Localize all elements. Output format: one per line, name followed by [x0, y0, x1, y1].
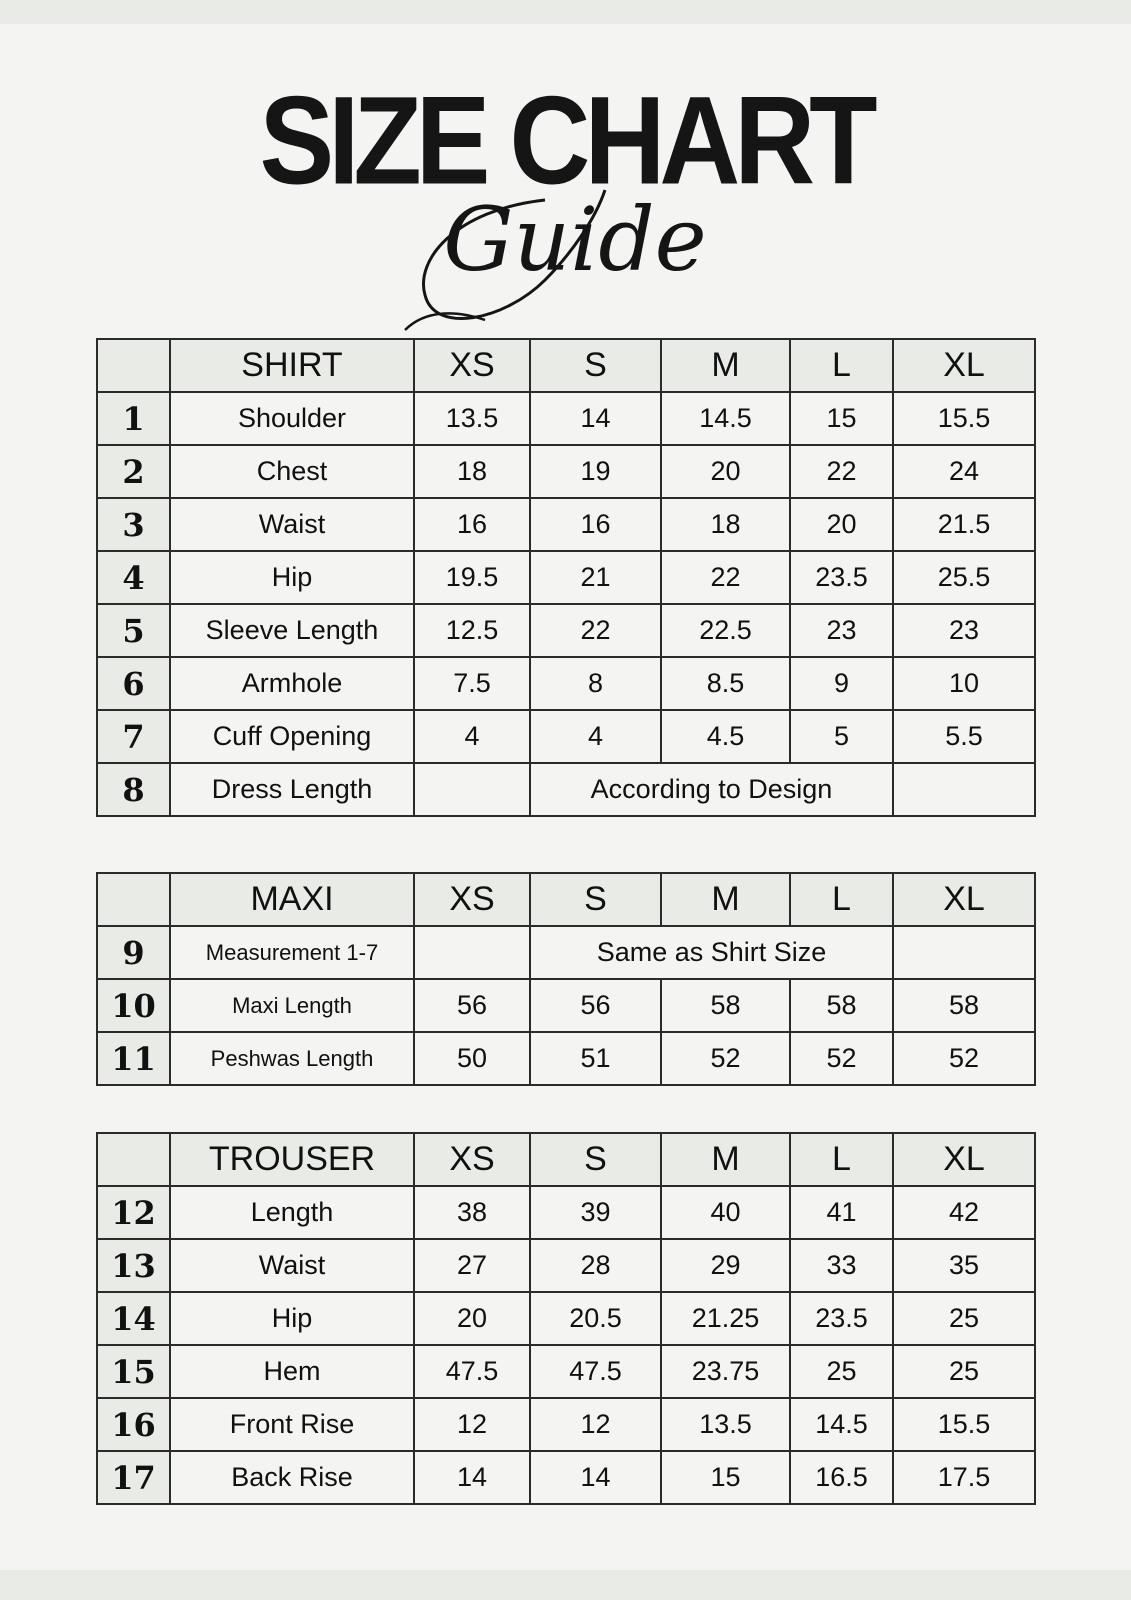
value-cell: 16: [530, 498, 661, 551]
row-number: 5: [97, 604, 170, 657]
table-row: [97, 392, 1035, 445]
value-cell: 25: [893, 1292, 1035, 1345]
value-cell: 23: [893, 604, 1035, 657]
value-cell: 12: [414, 1398, 530, 1451]
value-cell: 4.5: [661, 710, 790, 763]
value-cell: 24: [893, 445, 1035, 498]
measurement-label: Back Rise: [170, 1451, 414, 1504]
value-cell: 28: [530, 1239, 661, 1292]
value-cell: [893, 926, 1035, 979]
value-cell: 58: [893, 979, 1035, 1032]
value-cell: 14.5: [790, 1398, 893, 1451]
value-cell: 52: [790, 1032, 893, 1085]
merged-value-cell: Same as Shirt Size: [530, 926, 893, 979]
value-cell: 52: [661, 1032, 790, 1085]
size-header: XS: [414, 1133, 530, 1186]
value-cell: 22.5: [661, 604, 790, 657]
value-cell: 15: [661, 1451, 790, 1504]
size-header: L: [790, 339, 893, 392]
value-cell: 19: [530, 445, 661, 498]
value-cell: 13.5: [414, 392, 530, 445]
row-number: 8: [97, 763, 170, 816]
table-row: [97, 657, 1035, 710]
value-cell: 56: [414, 979, 530, 1032]
value-cell: 8.5: [661, 657, 790, 710]
value-cell: 52: [893, 1032, 1035, 1085]
value-cell: 4: [414, 710, 530, 763]
value-cell: 7.5: [414, 657, 530, 710]
value-cell: 16: [414, 498, 530, 551]
measurement-label: Armhole: [170, 657, 414, 710]
page-subtitle-script: Guide: [443, 188, 707, 291]
table-row: [97, 979, 1035, 1032]
value-cell: 35: [893, 1239, 1035, 1292]
measurement-label: Peshwas Length: [170, 1032, 414, 1085]
row-number: 12: [97, 1186, 170, 1239]
measurement-label: Shoulder: [170, 392, 414, 445]
row-number: 6: [97, 657, 170, 710]
measurement-label: Waist: [170, 1239, 414, 1292]
measurement-label: Dress Length: [170, 763, 414, 816]
row-number: 15: [97, 1345, 170, 1398]
size-header: XL: [893, 1133, 1035, 1186]
value-cell: 51: [530, 1032, 661, 1085]
value-cell: 12: [530, 1398, 661, 1451]
value-cell: 23.5: [790, 1292, 893, 1345]
table-header-row: [97, 873, 1035, 926]
value-cell: 13.5: [661, 1398, 790, 1451]
value-cell: 25: [893, 1345, 1035, 1398]
value-cell: 20.5: [530, 1292, 661, 1345]
table-row: [97, 1032, 1035, 1085]
size-header: S: [530, 339, 661, 392]
value-cell: 25: [790, 1345, 893, 1398]
section-heading: SHIRT: [170, 339, 414, 392]
row-number: 1: [97, 392, 170, 445]
section-heading: TROUSER: [170, 1133, 414, 1186]
row-number: 2: [97, 445, 170, 498]
value-cell: 56: [530, 979, 661, 1032]
value-cell: 23.75: [661, 1345, 790, 1398]
size-header: S: [530, 873, 661, 926]
size-header: S: [530, 1133, 661, 1186]
value-cell: 15.5: [893, 1398, 1035, 1451]
corner-cell: [97, 873, 170, 926]
value-cell: 25.5: [893, 551, 1035, 604]
value-cell: 16.5: [790, 1451, 893, 1504]
table-row: [97, 763, 1035, 816]
value-cell: 18: [414, 445, 530, 498]
value-cell: 39: [530, 1186, 661, 1239]
value-cell: 5: [790, 710, 893, 763]
table-row: [97, 1239, 1035, 1292]
size-header: L: [790, 873, 893, 926]
table-row: [97, 1345, 1035, 1398]
table-row: [97, 551, 1035, 604]
size-header: M: [661, 339, 790, 392]
measurement-label: Hip: [170, 551, 414, 604]
value-cell: 14: [414, 1451, 530, 1504]
value-cell: 40: [661, 1186, 790, 1239]
row-number: 7: [97, 710, 170, 763]
table-row: [97, 926, 1035, 979]
row-number: 11: [97, 1032, 170, 1085]
value-cell: 27: [414, 1239, 530, 1292]
value-cell: 21: [530, 551, 661, 604]
value-cell: 22: [790, 445, 893, 498]
value-cell: 22: [530, 604, 661, 657]
size-header: XL: [893, 873, 1035, 926]
section-heading: MAXI: [170, 873, 414, 926]
maxi-size-table: [96, 872, 1036, 1086]
value-cell: 15.5: [893, 392, 1035, 445]
value-cell: 58: [661, 979, 790, 1032]
table-row: [97, 445, 1035, 498]
value-cell: 14: [530, 1451, 661, 1504]
value-cell: 21.5: [893, 498, 1035, 551]
table-header-row: [97, 1133, 1035, 1186]
value-cell: 14.5: [661, 392, 790, 445]
row-number: 4: [97, 551, 170, 604]
measurement-label: Chest: [170, 445, 414, 498]
table-row: [97, 1292, 1035, 1345]
measurement-label: Hem: [170, 1345, 414, 1398]
table-row: [97, 1398, 1035, 1451]
value-cell: 50: [414, 1032, 530, 1085]
value-cell: 47.5: [414, 1345, 530, 1398]
row-number: 10: [97, 979, 170, 1032]
value-cell: 20: [414, 1292, 530, 1345]
table-row: [97, 604, 1035, 657]
value-cell: 23: [790, 604, 893, 657]
merged-value-cell: According to Design: [530, 763, 893, 816]
trouser-size-table: [96, 1132, 1036, 1505]
value-cell: 41: [790, 1186, 893, 1239]
value-cell: 15: [790, 392, 893, 445]
table-row: [97, 498, 1035, 551]
row-number: 16: [97, 1398, 170, 1451]
value-cell: 14: [530, 392, 661, 445]
value-cell: [893, 763, 1035, 816]
page-title: SIZE CHART: [259, 70, 872, 211]
value-cell: 17.5: [893, 1451, 1035, 1504]
measurement-label: Waist: [170, 498, 414, 551]
corner-cell: [97, 1133, 170, 1186]
value-cell: 18: [661, 498, 790, 551]
size-header: M: [661, 873, 790, 926]
row-number: 3: [97, 498, 170, 551]
value-cell: 9: [790, 657, 893, 710]
measurement-label: Cuff Opening: [170, 710, 414, 763]
size-header: M: [661, 1133, 790, 1186]
value-cell: 58: [790, 979, 893, 1032]
measurement-label: Measurement 1-7: [170, 926, 414, 979]
title-block: [0, 50, 1131, 310]
row-number: 17: [97, 1451, 170, 1504]
value-cell: 38: [414, 1186, 530, 1239]
measurement-label: Front Rise: [170, 1398, 414, 1451]
value-cell: 47.5: [530, 1345, 661, 1398]
value-cell: 20: [661, 445, 790, 498]
value-cell: 42: [893, 1186, 1035, 1239]
size-header: XS: [414, 339, 530, 392]
table-row: [97, 1451, 1035, 1504]
value-cell: 23.5: [790, 551, 893, 604]
row-number: 9: [97, 926, 170, 979]
value-cell: [414, 926, 530, 979]
value-cell: 12.5: [414, 604, 530, 657]
corner-cell: [97, 339, 170, 392]
value-cell: 21.25: [661, 1292, 790, 1345]
table-header-row: [97, 339, 1035, 392]
size-header: XS: [414, 873, 530, 926]
value-cell: 4: [530, 710, 661, 763]
row-number: 14: [97, 1292, 170, 1345]
measurement-label: Sleeve Length: [170, 604, 414, 657]
size-header: XL: [893, 339, 1035, 392]
measurement-label: Length: [170, 1186, 414, 1239]
value-cell: 10: [893, 657, 1035, 710]
value-cell: 29: [661, 1239, 790, 1292]
value-cell: 19.5: [414, 551, 530, 604]
value-cell: 33: [790, 1239, 893, 1292]
value-cell: 22: [661, 551, 790, 604]
row-number: 13: [97, 1239, 170, 1292]
size-header: L: [790, 1133, 893, 1186]
table-row: [97, 710, 1035, 763]
value-cell: 20: [790, 498, 893, 551]
measurement-label: Hip: [170, 1292, 414, 1345]
measurement-label: Maxi Length: [170, 979, 414, 1032]
table-row: [97, 1186, 1035, 1239]
value-cell: 8: [530, 657, 661, 710]
value-cell: 5.5: [893, 710, 1035, 763]
value-cell: [414, 763, 530, 816]
shirt-size-table: [96, 338, 1036, 817]
